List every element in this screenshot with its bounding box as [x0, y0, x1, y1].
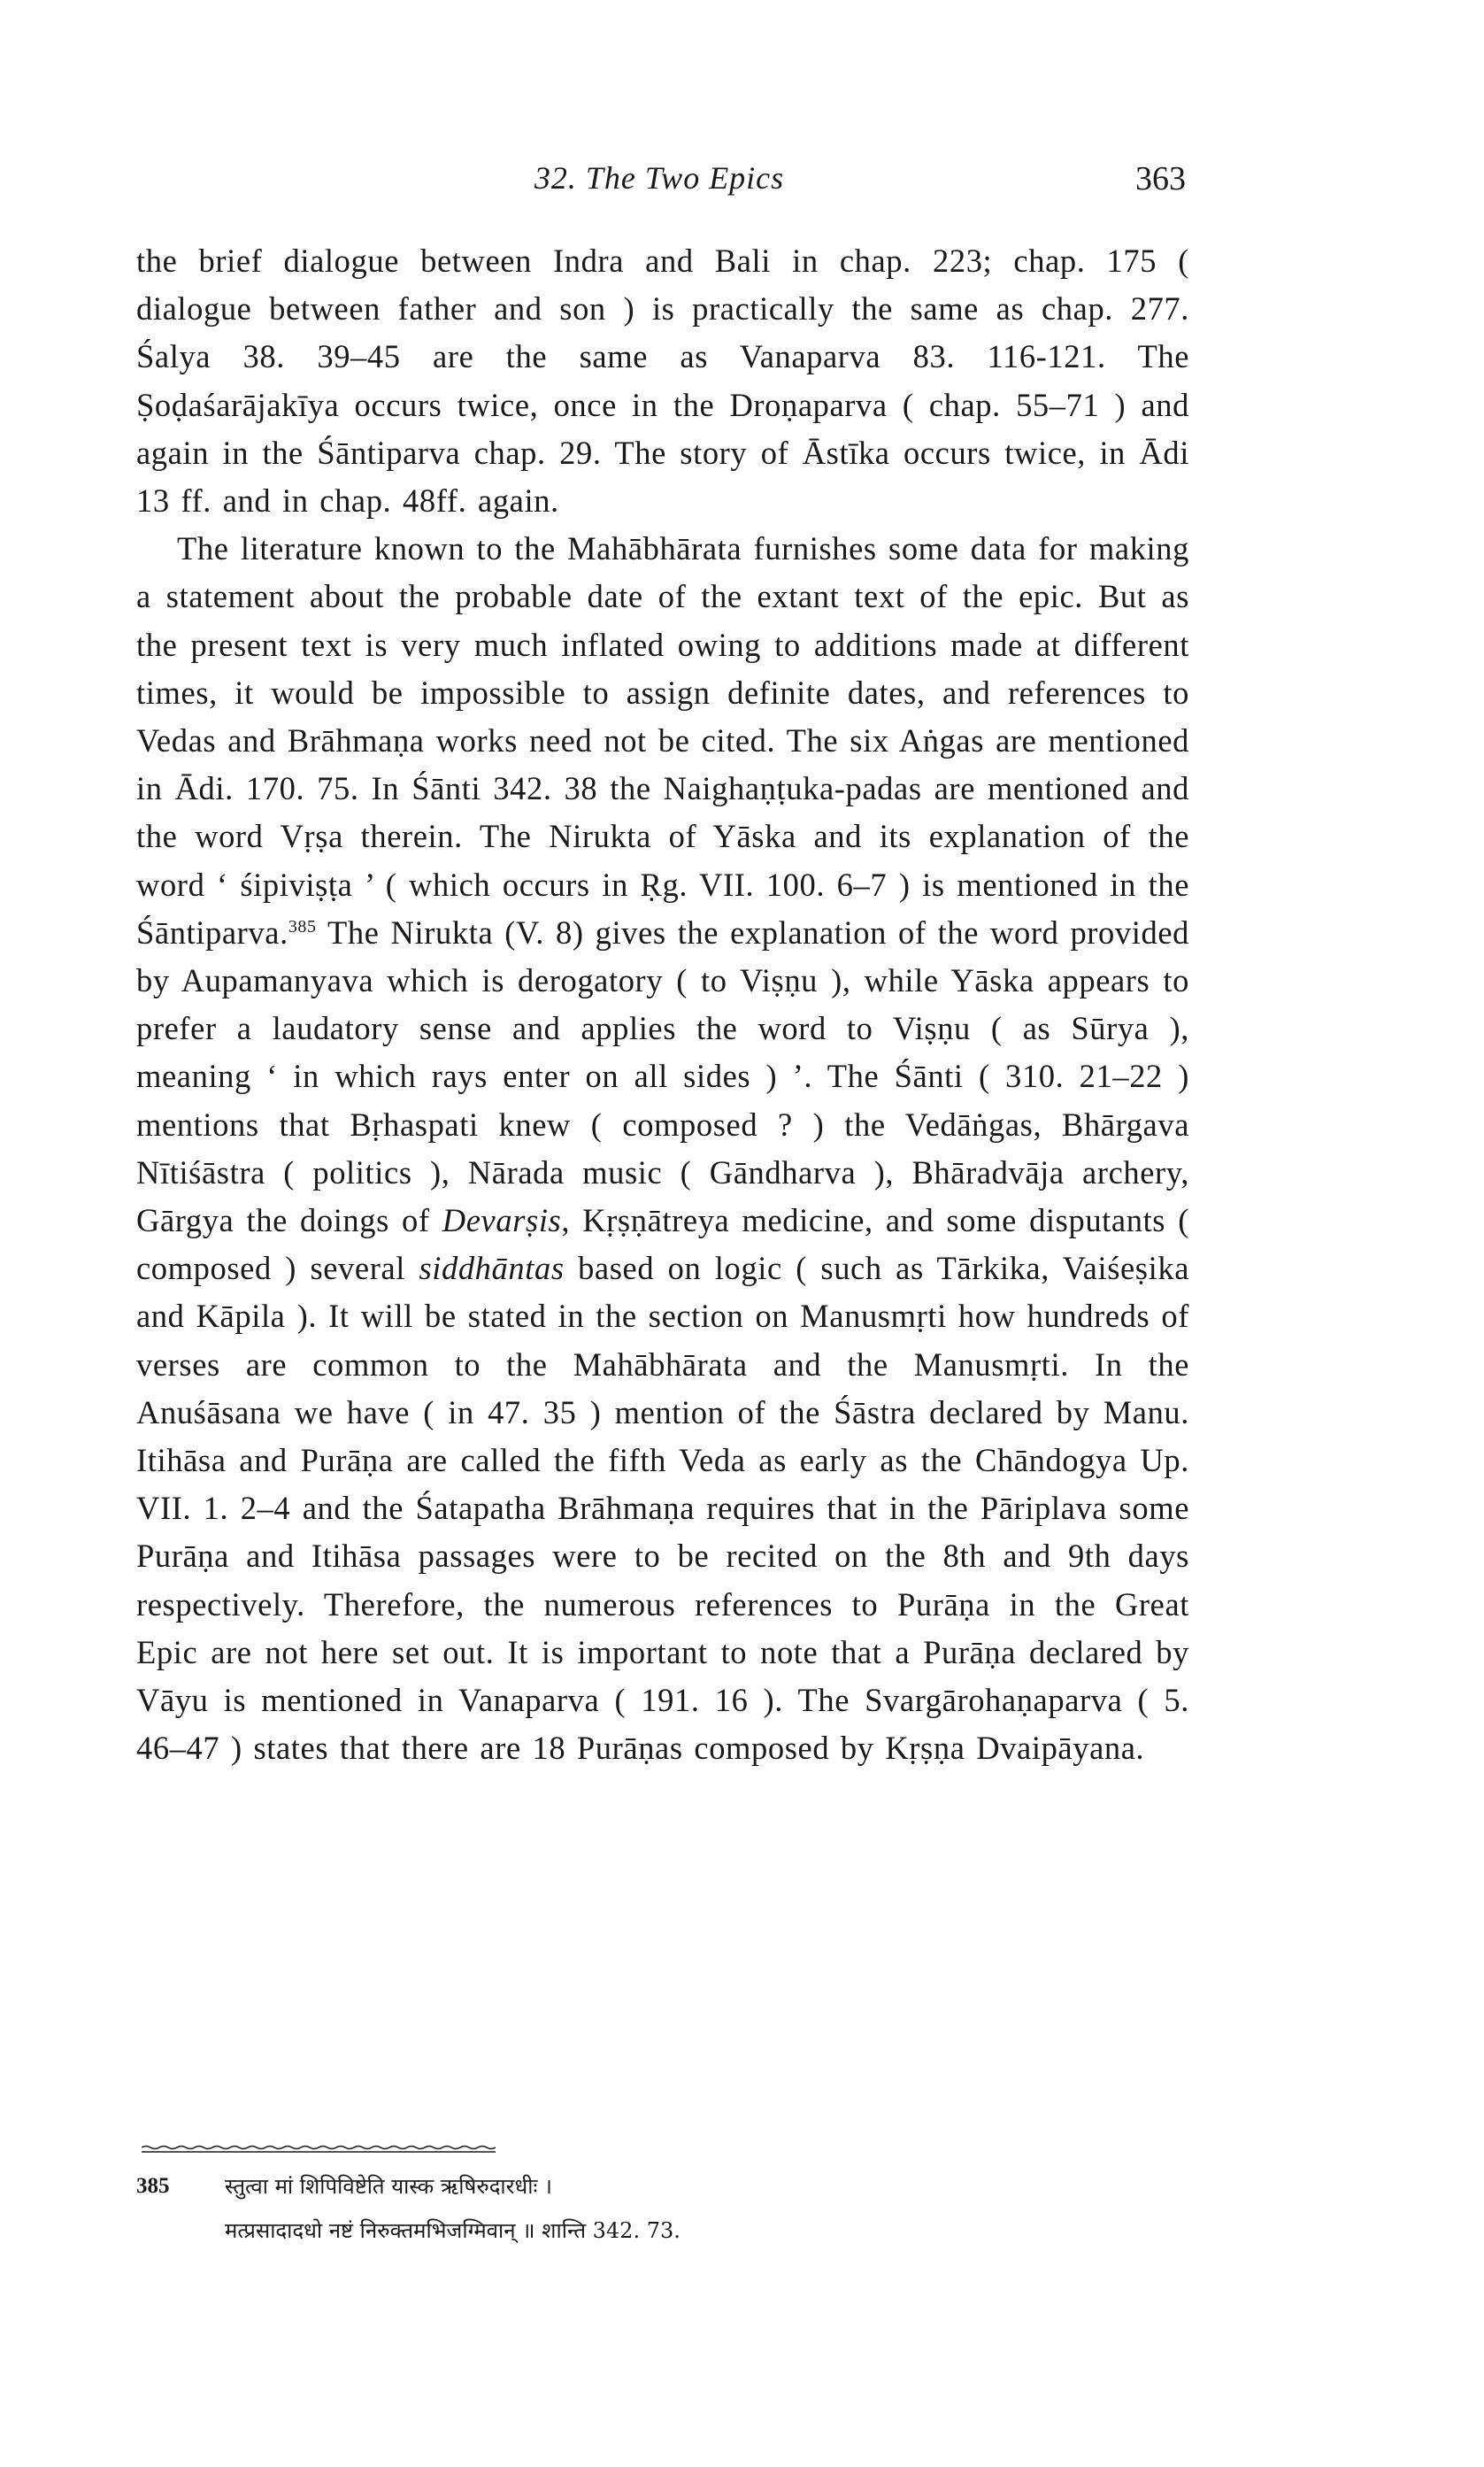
italic-term-siddhantas: siddhāntas — [419, 1250, 565, 1287]
footnote-verse-line-1: स्तुत्वा मां शिपिविष्टेति यास्क ऋषिरुदारधीः । — [225, 2174, 553, 2199]
running-title: 32. The Two Epics — [534, 160, 785, 196]
paragraph-2-text-c: , Kṛṣṇātreya medicine, and some disputants ( composed ) several — [136, 1202, 1189, 1287]
paragraph-2-text-d: based on logic ( such as Tārkika, Vaiśeṣika and Kāpila ). It will be stated in the section on Manusmṛti how hundreds of verses are common to the Mahābhārata and the Manusmṛti. In the Anuśāsana we have ( in 47. 35 ) mention of the Śāstra declared by Manu. Itihāsa and Purāṇa are called the fifth Veda as early as the Chāndogya Up. VII. 1. 2–4 and the Śatapatha Brāhmaṇa requires that in the Pāriplava some Purāṇa and Itihāsa passages were to be recited on the 8th and 9th days respectively. Therefore, the numerous references to Purāṇa in the Great Epic are not here set out. It is important to note that a Purāṇa declared by Vāyu is mentioned in Vanaparva ( 191. 16 ). The Svargārohaṇaparva ( 5. 46–47 ) states that there are 18 Purāṇas composed by Kṛṣṇa Dvaipāyana. — [136, 1250, 1189, 1767]
footnote-reference[interactable]: 385 — [288, 916, 317, 937]
footnote-number: 385 — [136, 2174, 170, 2198]
paragraph-1: the brief dialogue between Indra and Bali in chap. 223; chap. 175 ( dialogue between father and son ) is practically the same as chap. 277. Śalya 38. 39–45 are the same as Vanaparva 83. 116-121. The Ṣoḍaśarājakīya occurs twice, once in the Droṇaparva ( chap. 55–71 ) and again in the Śāntiparva chap. 29. The story of Āstīka occurs twice, in Ādi 13 ff. and in chap. 48ff. again. — [136, 243, 1189, 520]
main-text — [136, 237, 1189, 1773]
italic-term-devarsis: Devarṣis — [442, 1202, 562, 1239]
footnote — [136, 2164, 1189, 2253]
footnote-verse-line-2: मत्प्रसादादधो नष्टं निरुक्तमभिजग्मिवान् ॥ शान्ति 342. 73. — [225, 2218, 680, 2243]
paragraph-2-text-a: The literature known to the Mahābhārata furnishes some data for making a statement about the probable date of the extant text of the epic. But as the present text is very much inflated owing to additions made at different times, it would be impossible to assign definite dates, and references to Vedas and Brāhmaṇa works need not be cited. The six Aṅgas are mentioned in Ādi. 170. 75. In Śānti 342. 38 the Naighaṇṭuka-padas are mentioned and the word Vṛṣa therein. The Nirukta of Yāska and its explanation of the word ‘ śipiviṣṭa ’ ( which occurs in Ṛg. VII. 100. 6–7 ) is mentioned in the Śāntiparva. — [136, 530, 1189, 951]
footnote-separator — [142, 2144, 496, 2155]
page-number: 363 — [1135, 160, 1186, 197]
page-header — [133, 159, 1186, 212]
paragraph-2-text-b: The Nirukta (V. 8) gives the explanation of the word provided by Aupamanyava which is derogatory ( to Viṣṇu ), while Yāska appears to prefer a laudatory sense and applies the word to Viṣṇu ( as Sūrya ), meaning ‘ in which rays enter on all sides ) ’. The Śānti ( 310. 21–22 ) mentions that Bṛhaspati knew ( composed ? ) the Vedāṅgas, Bhārgava Nītiśāstra ( politics ), Nārada music ( Gāndharva ), Bhāradvāja archery, Gārgya the doings of — [136, 914, 1189, 1239]
paragraph-2 — [136, 525, 1189, 1772]
